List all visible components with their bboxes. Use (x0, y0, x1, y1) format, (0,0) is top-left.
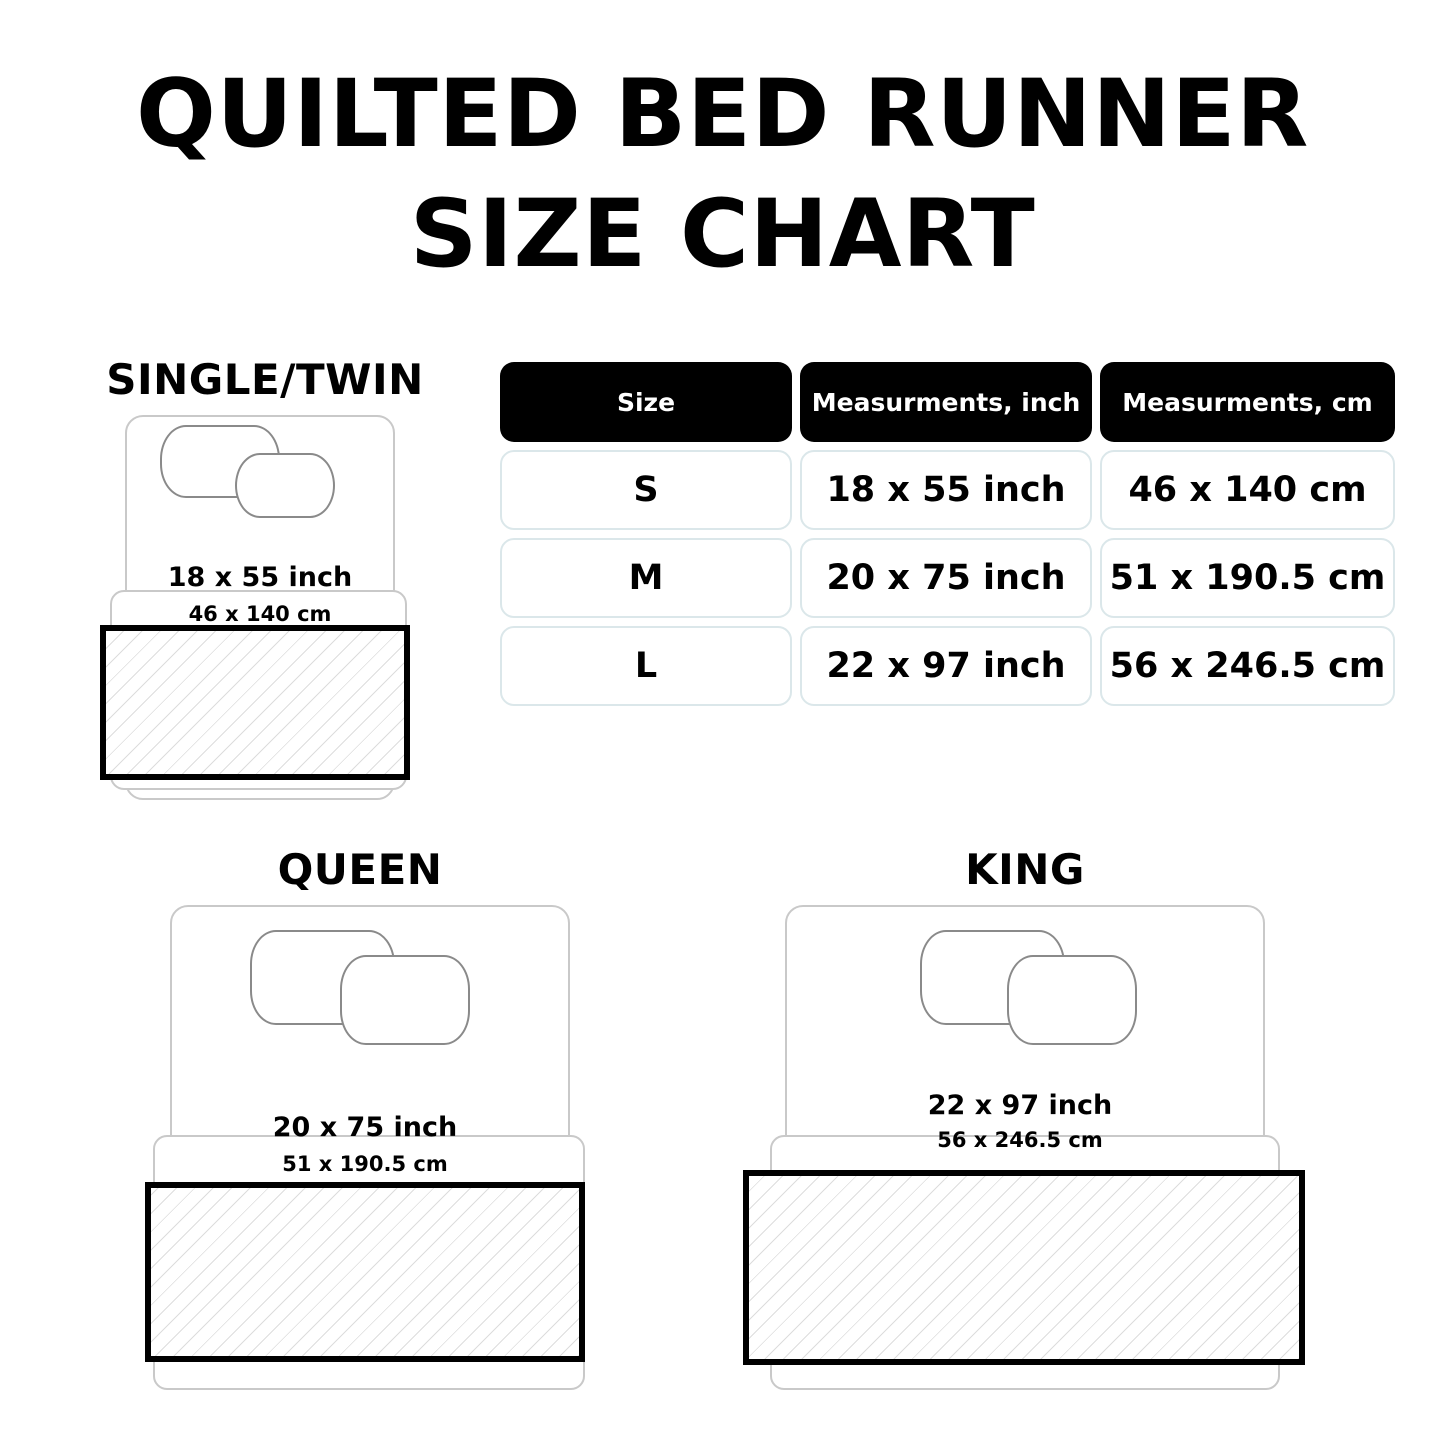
page-title (0, 55, 1445, 296)
table-row (500, 538, 1395, 618)
dimension-inch-single: 18 x 55 inch (167, 562, 353, 593)
cell-cm-m: 51 x 190.5 cm (1100, 538, 1395, 618)
bed-label-king: KING (965, 845, 1085, 894)
table-header-inch: Measurments, inch (800, 362, 1092, 442)
bed-runner-king (743, 1170, 1305, 1365)
cell-inch-l: 22 x 97 inch (800, 626, 1092, 706)
bed-diagram-queen (145, 900, 585, 1400)
cell-inch-s: 18 x 55 inch (800, 450, 1092, 530)
page-title-line-2: SIZE CHART (409, 180, 1036, 290)
bed-diagram-single (100, 410, 420, 810)
cell-inch-m: 20 x 75 inch (800, 538, 1092, 618)
bed-runner-single (100, 625, 410, 780)
dimension-inch-queen: 20 x 75 inch (272, 1112, 458, 1143)
pillow-front-single (235, 453, 335, 518)
bed-label-queen: QUEEN (277, 845, 443, 894)
table-row (500, 450, 1395, 530)
table-header-size: Size (500, 362, 792, 442)
bed-runner-queen (145, 1182, 585, 1362)
dimension-cm-single: 46 x 140 cm (188, 602, 332, 626)
dimension-cm-queen: 51 x 190.5 cm (282, 1152, 448, 1176)
cell-size-s: S (500, 450, 792, 530)
size-chart-table (500, 362, 1395, 714)
bed-label-single: SINGLE/TWIN (106, 355, 424, 404)
cell-size-m: M (500, 538, 792, 618)
table-header-row (500, 362, 1395, 442)
cell-size-l: L (500, 626, 792, 706)
dimension-cm-king: 56 x 246.5 cm (937, 1128, 1103, 1152)
table-row (500, 626, 1395, 706)
bed-diagram-king (735, 900, 1305, 1400)
cell-cm-l: 56 x 246.5 cm (1100, 626, 1395, 706)
dimension-inch-king: 22 x 97 inch (927, 1090, 1113, 1121)
cell-cm-s: 46 x 140 cm (1100, 450, 1395, 530)
table-header-cm: Measurments, cm (1100, 362, 1395, 442)
pillow-front-king (1007, 955, 1137, 1045)
page-title-line-1: QUILTED BED RUNNER (136, 60, 1309, 169)
pillow-front-queen (340, 955, 470, 1045)
